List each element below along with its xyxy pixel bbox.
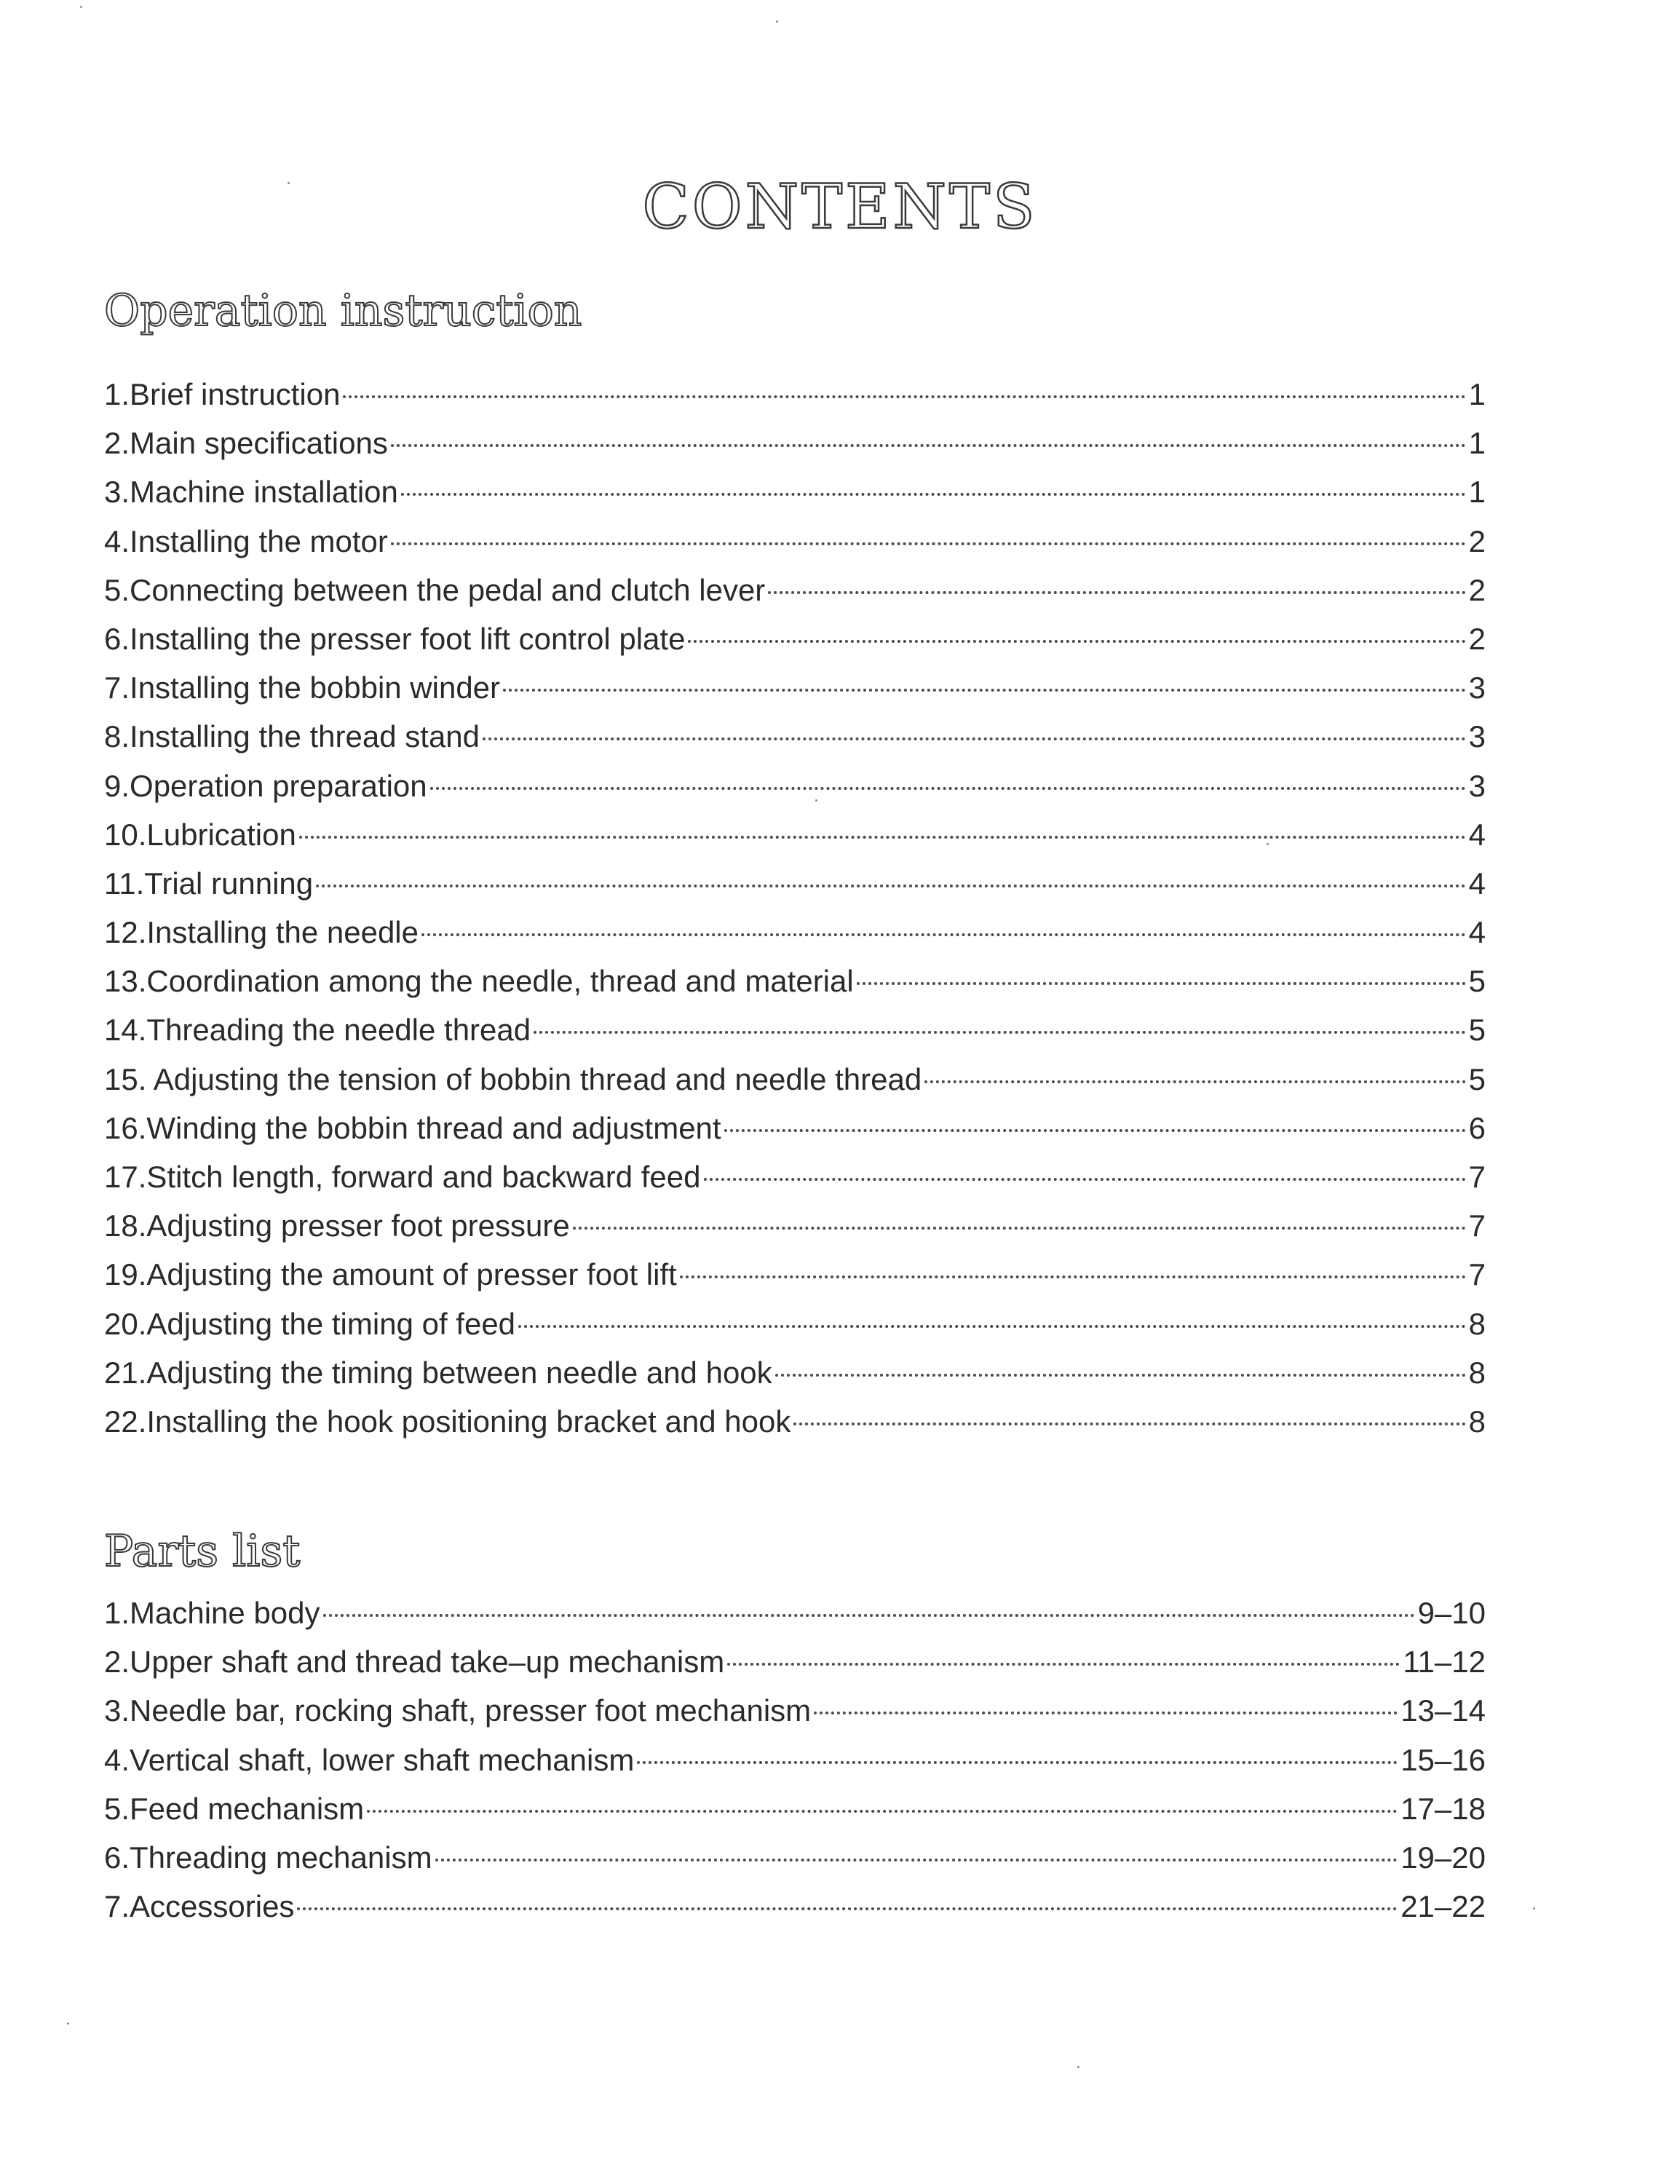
- toc-entry-label: 6.Installing the presser foot lift control plate: [104, 621, 686, 656]
- dot-leader: [483, 737, 1466, 740]
- toc-entry: [104, 1104, 1486, 1152]
- toc-entry-page-number: 2: [1468, 523, 1486, 558]
- page-title: CONTENTS: [642, 171, 1038, 242]
- dot-leader: [534, 1031, 1466, 1034]
- toc-entry-page-number: 3: [1468, 670, 1486, 705]
- toc-entry: [104, 467, 1486, 516]
- dot-leader: [391, 542, 1466, 545]
- dot-leader: [343, 395, 1465, 398]
- toc-entry-label: 5.Feed mechanism: [104, 1791, 365, 1826]
- section-heading-operation-instruction: Operation instruction: [104, 285, 582, 336]
- toc-entry-page-number: 5: [1468, 1061, 1486, 1096]
- scan-speck: [776, 20, 778, 23]
- toc-entry: [104, 517, 1486, 566]
- toc-entry: [104, 419, 1486, 467]
- toc-entry-label: 3.Machine installation: [104, 475, 398, 510]
- dot-leader: [430, 787, 1466, 790]
- scan-speck: [1533, 1907, 1535, 1910]
- toc-entry: [104, 663, 1486, 712]
- toc-entry: [104, 908, 1486, 957]
- toc-entry: [104, 1348, 1486, 1397]
- toc-entry-page-number: 11–12: [1403, 1645, 1486, 1679]
- toc-list-parts: [104, 1588, 1486, 1931]
- toc-entry: [104, 1201, 1486, 1250]
- dot-leader: [768, 591, 1465, 594]
- toc-entry-page-number: 8: [1468, 1306, 1486, 1341]
- toc-entry: [104, 1784, 1486, 1833]
- toc-entry-page-number: 7: [1468, 1257, 1486, 1292]
- toc-entry: [104, 1686, 1486, 1735]
- toc-entry: [104, 761, 1486, 810]
- toc-entry-page-number: 5: [1468, 1013, 1486, 1048]
- dot-leader: [518, 1325, 1466, 1328]
- toc-entry: [104, 957, 1486, 1005]
- toc-entry-label: 7.Accessories: [104, 1889, 295, 1924]
- scan-speck: [815, 799, 817, 802]
- toc-entry: [104, 1397, 1486, 1446]
- toc-entry: [104, 1637, 1486, 1686]
- toc-entry: [104, 370, 1486, 419]
- toc-list-operation-instruction: [104, 370, 1486, 1446]
- toc-entry-page-number: 4: [1468, 817, 1486, 852]
- toc-entry: [104, 1588, 1486, 1637]
- toc-entry-page-number: 3: [1468, 768, 1486, 803]
- toc-entry-page-number: 8: [1468, 1404, 1486, 1439]
- toc-entry-page-number: 7: [1468, 1160, 1486, 1194]
- toc-entry: [104, 810, 1486, 859]
- scan-speck: [1267, 843, 1269, 845]
- toc-entry: [104, 1250, 1486, 1299]
- toc-entry-label: 10.Lubrication: [104, 817, 296, 852]
- toc-entry: [104, 1736, 1486, 1784]
- toc-entry-label: 20.Adjusting the timing of feed: [104, 1306, 516, 1341]
- toc-entry: [104, 712, 1486, 761]
- toc-entry-label: 15. Adjusting the tension of bobbin thread and needle thread: [104, 1061, 922, 1096]
- toc-entry-label: 1.Brief instruction: [104, 377, 341, 411]
- toc-entry: [104, 1152, 1486, 1201]
- dot-leader: [704, 1178, 1466, 1181]
- toc-entry-page-number: 1: [1468, 475, 1486, 510]
- toc-entry: [104, 1833, 1486, 1882]
- toc-entry: [104, 566, 1486, 614]
- dot-leader: [924, 1080, 1465, 1083]
- toc-entry: [104, 614, 1486, 663]
- toc-entry-label: 9.Operation preparation: [104, 768, 427, 803]
- dot-leader: [391, 444, 1466, 447]
- toc-entry-label: 4.Installing the motor: [104, 523, 388, 558]
- dot-leader: [316, 885, 1465, 887]
- toc-entry-page-number: 1: [1468, 377, 1486, 411]
- toc-entry-label: 7.Installing the bobbin winder: [104, 670, 501, 705]
- scan-speck: [288, 182, 290, 184]
- toc-entry-page-number: 6: [1468, 1110, 1486, 1145]
- toc-entry: [104, 1299, 1486, 1348]
- toc-entry-label: 19.Adjusting the amount of presser foot lift: [104, 1257, 677, 1292]
- toc-entry-label: 2.Main specifications: [104, 426, 388, 461]
- toc-entry-page-number: 13–14: [1400, 1693, 1486, 1728]
- toc-entry-label: 21.Adjusting the timing between needle and hook: [104, 1355, 772, 1390]
- toc-entry-label: 12.Installing the needle: [104, 915, 419, 950]
- toc-entry-page-number: 19–20: [1400, 1840, 1486, 1875]
- dot-leader: [637, 1761, 1398, 1764]
- scan-speck: [67, 2022, 69, 2025]
- toc-entry-page-number: 1: [1468, 426, 1486, 461]
- toc-entry-label: 2.Upper shaft and thread take–up mechanism: [104, 1645, 725, 1679]
- toc-entry-label: 18.Adjusting presser foot pressure: [104, 1208, 570, 1243]
- toc-entry-label: 5.Connecting between the pedal and clutch lever: [104, 572, 766, 607]
- toc-entry-label: 11.Trial running: [104, 866, 314, 901]
- toc-entry-label: 17.Stitch length, forward and backward feed: [104, 1160, 701, 1194]
- toc-entry-label: 14.Threading the needle thread: [104, 1013, 531, 1048]
- dot-leader: [435, 1859, 1398, 1861]
- dot-leader: [421, 933, 1466, 936]
- toc-entry-label: 8.Installing the thread stand: [104, 719, 480, 754]
- toc-entry-page-number: 4: [1468, 915, 1486, 950]
- toc-entry-page-number: 15–16: [1400, 1742, 1486, 1777]
- toc-entry-page-number: 8: [1468, 1355, 1486, 1390]
- toc-entry-label: 3.Needle bar, rocking shaft, presser foot mechanism: [104, 1693, 812, 1728]
- toc-entry-label: 4.Vertical shaft, lower shaft mechanism: [104, 1742, 635, 1777]
- dot-leader: [680, 1275, 1466, 1278]
- toc-entry-page-number: 21–22: [1400, 1889, 1486, 1924]
- toc-entry-page-number: 3: [1468, 719, 1486, 754]
- dot-leader: [299, 836, 1466, 839]
- toc-entry-page-number: 5: [1468, 964, 1486, 999]
- toc-entry-label: 6.Threading mechanism: [104, 1840, 432, 1875]
- toc-entry-page-number: 17–18: [1400, 1791, 1486, 1826]
- toc-entry: [104, 1882, 1486, 1931]
- dot-leader: [775, 1374, 1466, 1377]
- dot-leader: [297, 1907, 1398, 1910]
- dot-leader: [688, 640, 1465, 643]
- dot-leader: [857, 982, 1466, 985]
- toc-entry: [104, 1005, 1486, 1054]
- dot-leader: [367, 1810, 1398, 1813]
- section-heading-parts-list: Parts list: [104, 1526, 301, 1577]
- toc-entry: [104, 1055, 1486, 1104]
- toc-entry-label: 1.Machine body: [104, 1596, 320, 1630]
- toc-entry-page-number: 4: [1468, 866, 1486, 901]
- dot-leader: [724, 1129, 1466, 1132]
- toc-entry-page-number: 9–10: [1417, 1596, 1486, 1630]
- dot-leader: [793, 1423, 1465, 1425]
- toc-entry-page-number: 7: [1468, 1208, 1486, 1243]
- dot-leader: [401, 493, 1466, 496]
- dot-leader: [323, 1614, 1415, 1617]
- toc-entry-page-number: 2: [1468, 572, 1486, 607]
- scan-speck: [1077, 2066, 1079, 2068]
- scan-speck: [80, 6, 82, 8]
- toc-entry-label: 16.Winding the bobbin thread and adjustment: [104, 1110, 721, 1145]
- dot-leader: [727, 1663, 1400, 1666]
- toc-entry-page-number: 2: [1468, 621, 1486, 656]
- dot-leader: [503, 689, 1466, 692]
- toc-entry-label: 22.Installing the hook positioning bracket and hook: [104, 1404, 791, 1439]
- dot-leader: [814, 1712, 1398, 1714]
- toc-entry-label: 13.Coordination among the needle, thread and material: [104, 964, 854, 999]
- toc-entry: [104, 859, 1486, 908]
- dot-leader: [573, 1227, 1466, 1230]
